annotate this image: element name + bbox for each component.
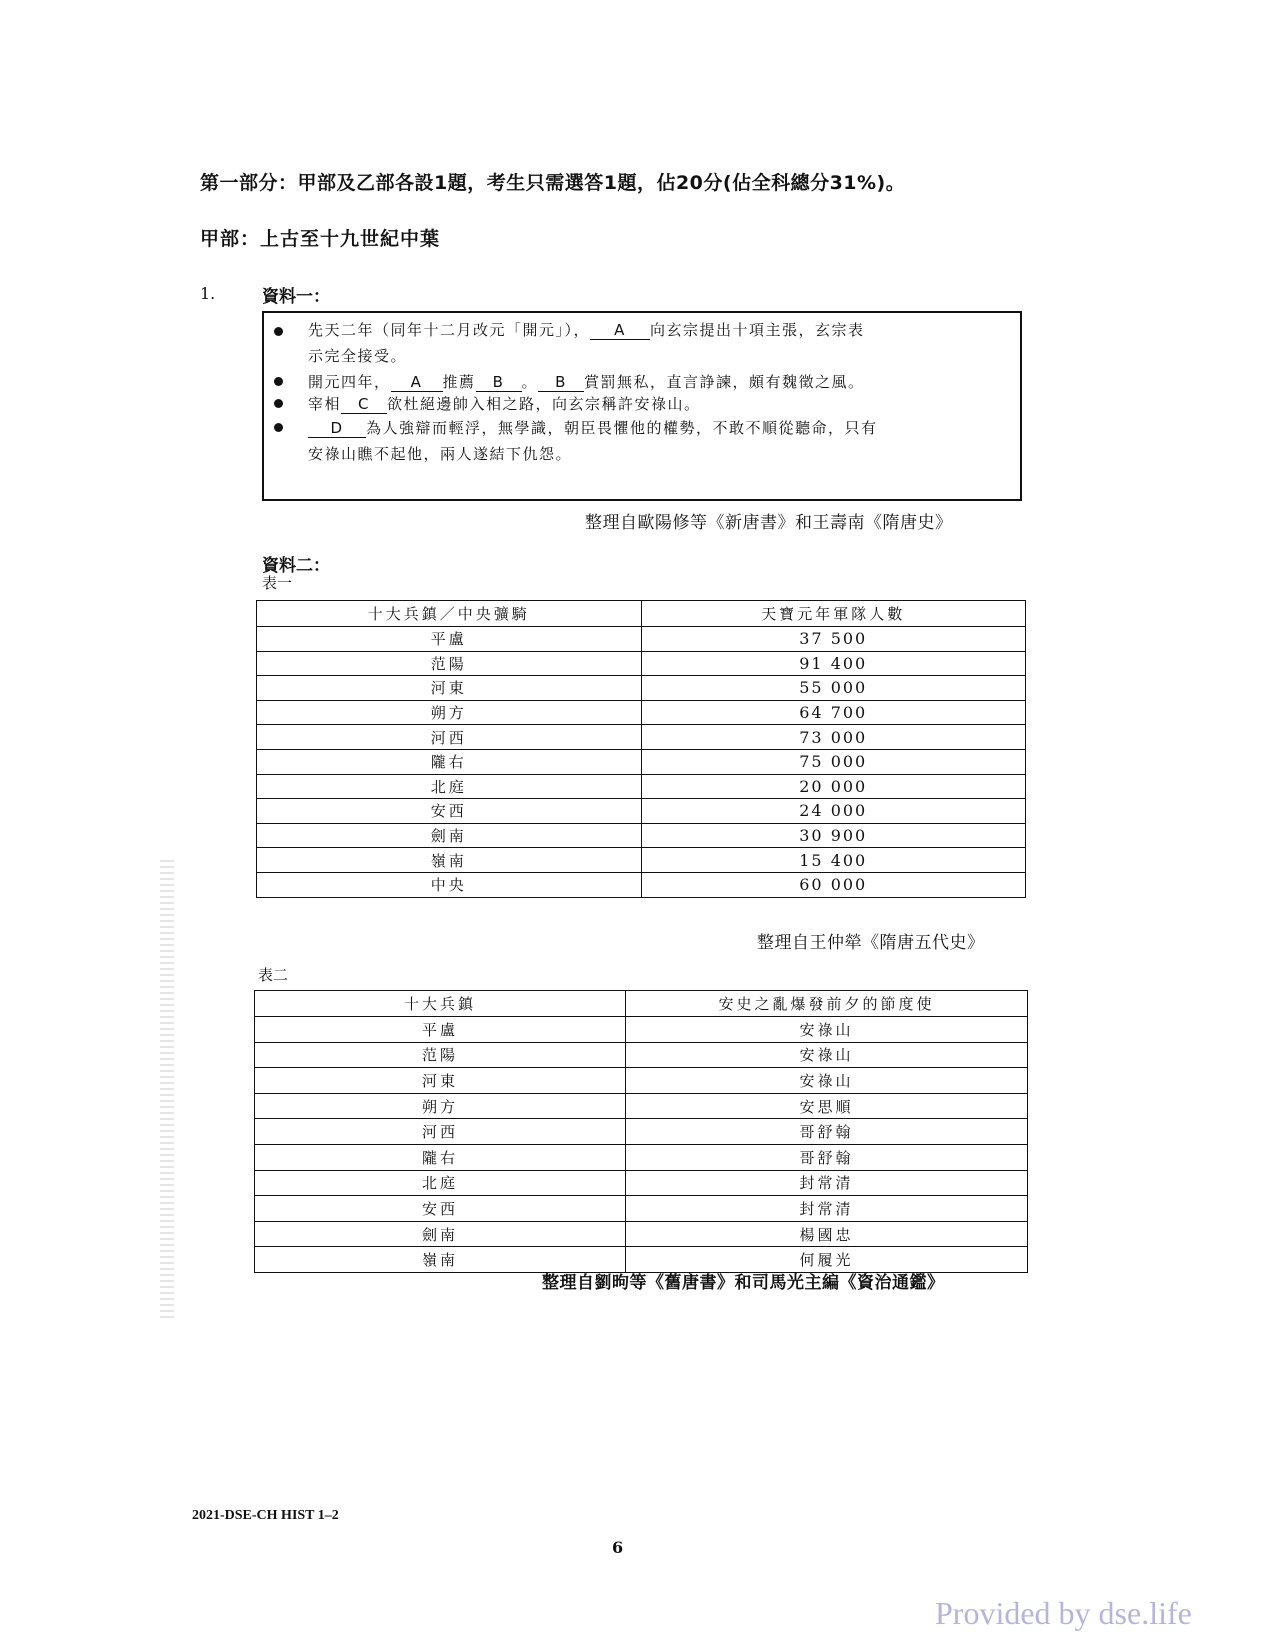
table1-citation: 整理自王仲犖《隋唐五代史》 <box>757 933 985 953</box>
table1-header-region: 十大兵鎮／中央彍騎 <box>257 601 642 627</box>
table1-label: 表一 <box>262 574 293 592</box>
scan-edge <box>160 860 174 1320</box>
source2-title: 資料二： <box>262 556 330 576</box>
question-number: 1. <box>200 284 216 303</box>
table-row: 河西 73 000 <box>257 725 1026 750</box>
table-row: 北庭 封常清 <box>255 1170 1028 1196</box>
blank-c: C <box>341 395 387 414</box>
table-row: 河東 安祿山 <box>255 1068 1028 1094</box>
table1-header-troops: 天寶元年軍隊人數 <box>641 601 1026 627</box>
table-row: 河東 55 000 <box>257 676 1026 701</box>
source1-title: 資料一： <box>262 287 330 307</box>
table-row: 隴右 75 000 <box>257 749 1026 774</box>
table-row: 朔方 64 700 <box>257 700 1026 725</box>
table-row: 平盧 安祿山 <box>255 1017 1028 1043</box>
bullet-icon <box>274 377 283 386</box>
table-row: 嶺南 15 400 <box>257 848 1026 873</box>
table2-header-region: 十大兵鎮 <box>255 991 626 1017</box>
source1-bullet-3: 宰相 C 欲杜絕邊帥入相之路，向玄宗稱許安祿山。 <box>308 395 701 413</box>
blank-b: B <box>538 373 584 392</box>
blank-a: A <box>590 321 650 340</box>
table-row: 北庭 20 000 <box>257 774 1026 799</box>
section-header: 甲部：上古至十九世紀中葉 <box>200 228 441 250</box>
table-row: 劍南 楊國忠 <box>255 1221 1028 1247</box>
bullet-icon <box>274 399 283 408</box>
part-header: 第一部分：甲部及乙部各設1題，考生只需選答1題，佔20分(佔全科總分31%)。 <box>200 172 906 194</box>
table2-citation: 整理自劉昫等《舊唐書》和司馬光主編《資治通鑑》 <box>542 1273 945 1293</box>
source1-bullet-2: 開元四年， A 推薦 B 。 B 賞罰無私，直言諍諫，頗有魏徵之風。 <box>308 373 865 391</box>
table2-label: 表二 <box>258 966 289 984</box>
watermark: Provided by dse.life <box>935 1595 1192 1631</box>
table2-header-governor: 安史之亂爆發前夕的節度使 <box>626 991 1028 1017</box>
bullet-icon <box>274 327 283 336</box>
table-row: 安西 24 000 <box>257 799 1026 824</box>
table-row: 河西 哥舒翰 <box>255 1119 1028 1145</box>
source1-box <box>262 311 1022 501</box>
blank-b: B <box>476 373 522 392</box>
table-row: 劍南 30 900 <box>257 823 1026 848</box>
table-header-row <box>257 601 1026 627</box>
table2 <box>254 990 1028 1273</box>
table-header-row <box>255 991 1028 1017</box>
table-row: 中央 60 000 <box>257 872 1026 897</box>
blank-d: D <box>308 419 366 438</box>
page-number: 6 <box>612 1538 624 1557</box>
table-row: 朔方 安思順 <box>255 1093 1028 1119</box>
table-row: 嶺南 何履光 <box>255 1247 1028 1273</box>
exam-code: 2021-DSE-CH HIST 1–2 <box>192 1508 339 1523</box>
source1-bullet-4: D 為人強辯而輕浮，無學識，朝臣畏懼他的權勢，不敢不順從聽命，只有 安祿山瞧不起他，兩人遂結下仇怨。 <box>308 419 878 463</box>
blank-a: A <box>391 373 443 392</box>
table-row: 范陽 安祿山 <box>255 1042 1028 1068</box>
table-row: 范陽 91 400 <box>257 651 1026 676</box>
table-row: 隴右 哥舒翰 <box>255 1144 1028 1170</box>
source1-citation: 整理自歐陽修等《新唐書》和王壽南《隋唐史》 <box>585 513 953 533</box>
table1 <box>256 600 1026 898</box>
bullet-icon <box>274 423 283 432</box>
table-row: 平盧 37 500 <box>257 627 1026 652</box>
table-row: 安西 封常清 <box>255 1196 1028 1222</box>
source1-bullet-1: 先天二年（同年十二月改元「開元」）， A 向玄宗提出十項主張，玄宗表 示完全接受。 <box>308 321 865 365</box>
